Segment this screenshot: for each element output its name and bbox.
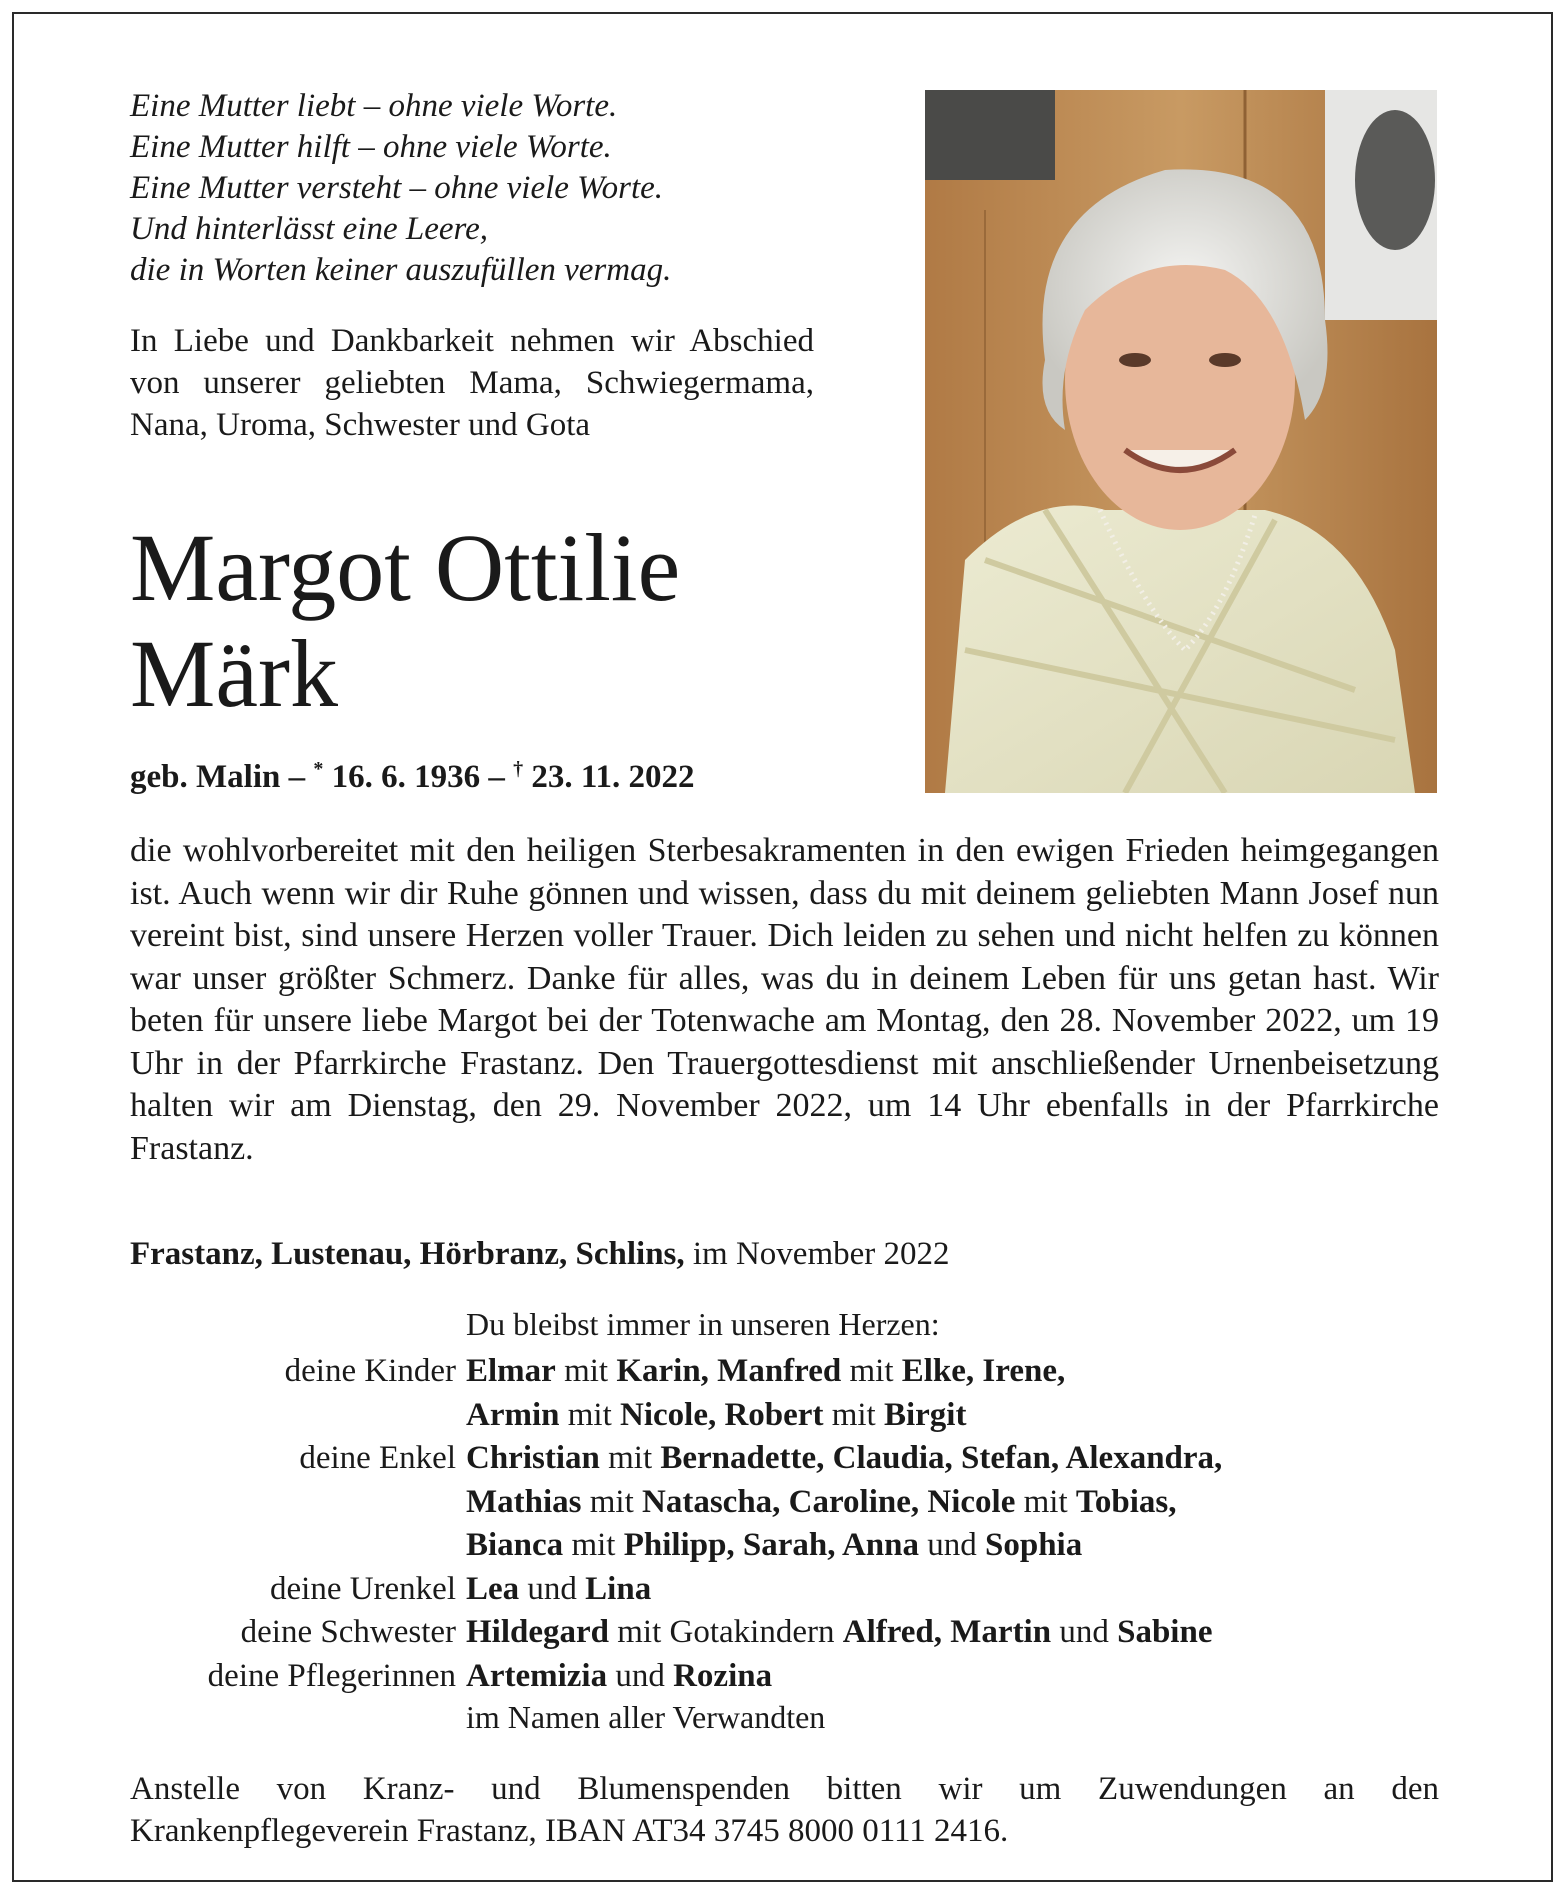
birth-date: 16. 6. 1936	[331, 759, 481, 795]
family-member-name: Bernadette, Claudia, Stefan, Alexandra,	[660, 1440, 1223, 1476]
death-symbol: †	[513, 758, 524, 780]
family-member-name: Mathias	[466, 1483, 582, 1520]
family-connector: mit	[559, 1396, 621, 1433]
family-connector: mit	[841, 1353, 902, 1389]
family-row	[100, 1524, 1460, 1568]
family-relation-label	[100, 1481, 466, 1525]
family-relation-label: deine Pflegerinnen	[207, 1657, 456, 1694]
birth-symbol: *	[313, 758, 324, 780]
family-row	[100, 1437, 1460, 1481]
birth-death-line: geb. Malin – * 16. 6. 1936 – † 23. 11. 2022	[130, 758, 695, 795]
body-text: die wohlvorbereitet mit den heiligen Sterbesakramenten in den ewigen Frieden heimgegangen ist. Auch wenn wir dir Ruhe gönnen und wissen, dass du mit deinem geliebten Mann Josef nun vereint bist, sind unsere Herzen voller Trauer. Dich leiden zu sehen und nicht helfen zu können war unser größter Schmerz. Danke für alles, was du in deinem Leben für uns getan hast. Wir beten für unsere liebe Margot bei der Totenwache am Montag, den 28. November 2022, um 19 Uhr in der Pfarrkirche Frastanz. Den Trauergottesdienst mit anschließender Urnenbeisetzung halten wir am Dienstag, den 29. November 2022, um 14 Uhr ebenfalls in der Pfarrkirche Frastanz.	[130, 832, 1439, 1167]
family-connector: und	[919, 1527, 985, 1563]
family-connector: mit	[563, 1527, 624, 1563]
poem-line: Eine Mutter hilft – ohne viele Worte.	[130, 129, 612, 165]
family-relation-label: deine Schwester	[240, 1614, 456, 1650]
family-names	[466, 1655, 1460, 1699]
family-member-name: Sabine	[1117, 1614, 1213, 1650]
family-connector: mit	[599, 1440, 661, 1476]
family-relation-label: deine Kinder	[284, 1353, 456, 1389]
family-member-name: Christian	[466, 1440, 600, 1476]
family-row	[100, 1350, 1460, 1394]
family-names	[466, 1394, 1460, 1438]
signoff: im Namen aller Verwandten	[466, 1699, 826, 1735]
family-member-name: Tobias,	[1075, 1483, 1177, 1520]
family-member-name: Lea	[466, 1570, 520, 1607]
family-member-name: Artemizia	[466, 1657, 608, 1694]
family-connector: mit	[581, 1483, 643, 1520]
place-towns: Frastanz, Lustenau, Hörbranz, Schlins,	[130, 1236, 685, 1272]
family-connector: mit	[555, 1353, 617, 1389]
family-member-name: Lina	[585, 1570, 652, 1607]
closing-phrase: Du bleibst immer in unseren Herzen:	[466, 1306, 940, 1342]
donation-note: Anstelle von Kranz- und Blumenspenden bitten wir um Zuwendungen an den Krankenpflegeverein Frastanz, IBAN AT34 3745 8000 0111 2416.	[130, 1771, 1439, 1849]
family-row	[100, 1394, 1460, 1438]
family-relation-label: deine Urenkel	[270, 1570, 456, 1607]
place-date-line	[130, 1236, 1439, 1273]
family-list	[100, 1350, 1460, 1698]
family-member-name: Elmar	[466, 1353, 556, 1389]
family-member-name: Armin	[466, 1396, 560, 1433]
portrait-photo	[925, 90, 1437, 793]
family-relation-label	[100, 1524, 466, 1568]
family-names	[466, 1350, 1460, 1394]
poem	[130, 86, 830, 291]
family-member-name: Philipp, Sarah, Anna	[623, 1527, 919, 1563]
family-member-name: Sophia	[985, 1527, 1083, 1563]
poem-line: Und hinterlässt eine Leere,	[130, 211, 489, 247]
family-names	[466, 1481, 1460, 1525]
deceased-first-names: Margot Ottilie	[130, 514, 681, 621]
intro-text: In Liebe und Dankbarkeit nehmen wir Abschied von unserer geliebten Mama, Schwiegermama, Nana, Uroma, Schwester und Gota	[130, 323, 814, 443]
family-member-name: Hildegard	[466, 1614, 610, 1650]
family-names	[466, 1524, 1460, 1568]
poem-line: Eine Mutter versteht – ohne viele Worte.	[130, 170, 664, 206]
family-names	[466, 1611, 1460, 1655]
family-connector: mit	[1015, 1483, 1076, 1520]
family-member-name: Natascha, Caroline, Nicole	[642, 1483, 1016, 1520]
family-row	[100, 1481, 1460, 1525]
poem-line: Eine Mutter liebt – ohne viele Worte.	[130, 88, 618, 124]
birth-name: geb. Malin	[130, 759, 281, 795]
family-connector: und	[519, 1570, 586, 1607]
family-connector: mit Gotakindern	[609, 1614, 843, 1650]
death-date: 23. 11. 2022	[531, 759, 695, 795]
deceased-surname: Märk	[130, 620, 338, 727]
family-member-name: Karin, Manfred	[616, 1353, 842, 1389]
family-relation-label: deine Enkel	[299, 1440, 456, 1476]
deceased-name	[130, 515, 830, 727]
family-connector: mit	[823, 1396, 884, 1433]
family-relation-label	[100, 1394, 466, 1438]
family-names	[466, 1568, 1460, 1612]
place-date: im November 2022	[692, 1236, 950, 1272]
family-member-name: Rozina	[673, 1657, 773, 1694]
family-member-name: Nicole, Robert	[620, 1396, 824, 1433]
poem-line: die in Worten keiner auszufüllen vermag.	[130, 252, 672, 288]
family-names	[466, 1437, 1460, 1481]
family-row	[100, 1611, 1460, 1655]
family-row	[100, 1568, 1460, 1612]
family-row	[100, 1655, 1460, 1699]
family-connector: und	[1051, 1614, 1118, 1650]
family-member-name: Birgit	[883, 1396, 967, 1433]
family-connector: und	[607, 1657, 674, 1694]
family-member-name: Bianca	[466, 1527, 564, 1563]
family-member-name: Elke, Irene,	[901, 1353, 1066, 1389]
family-member-name: Alfred, Martin	[842, 1614, 1052, 1650]
